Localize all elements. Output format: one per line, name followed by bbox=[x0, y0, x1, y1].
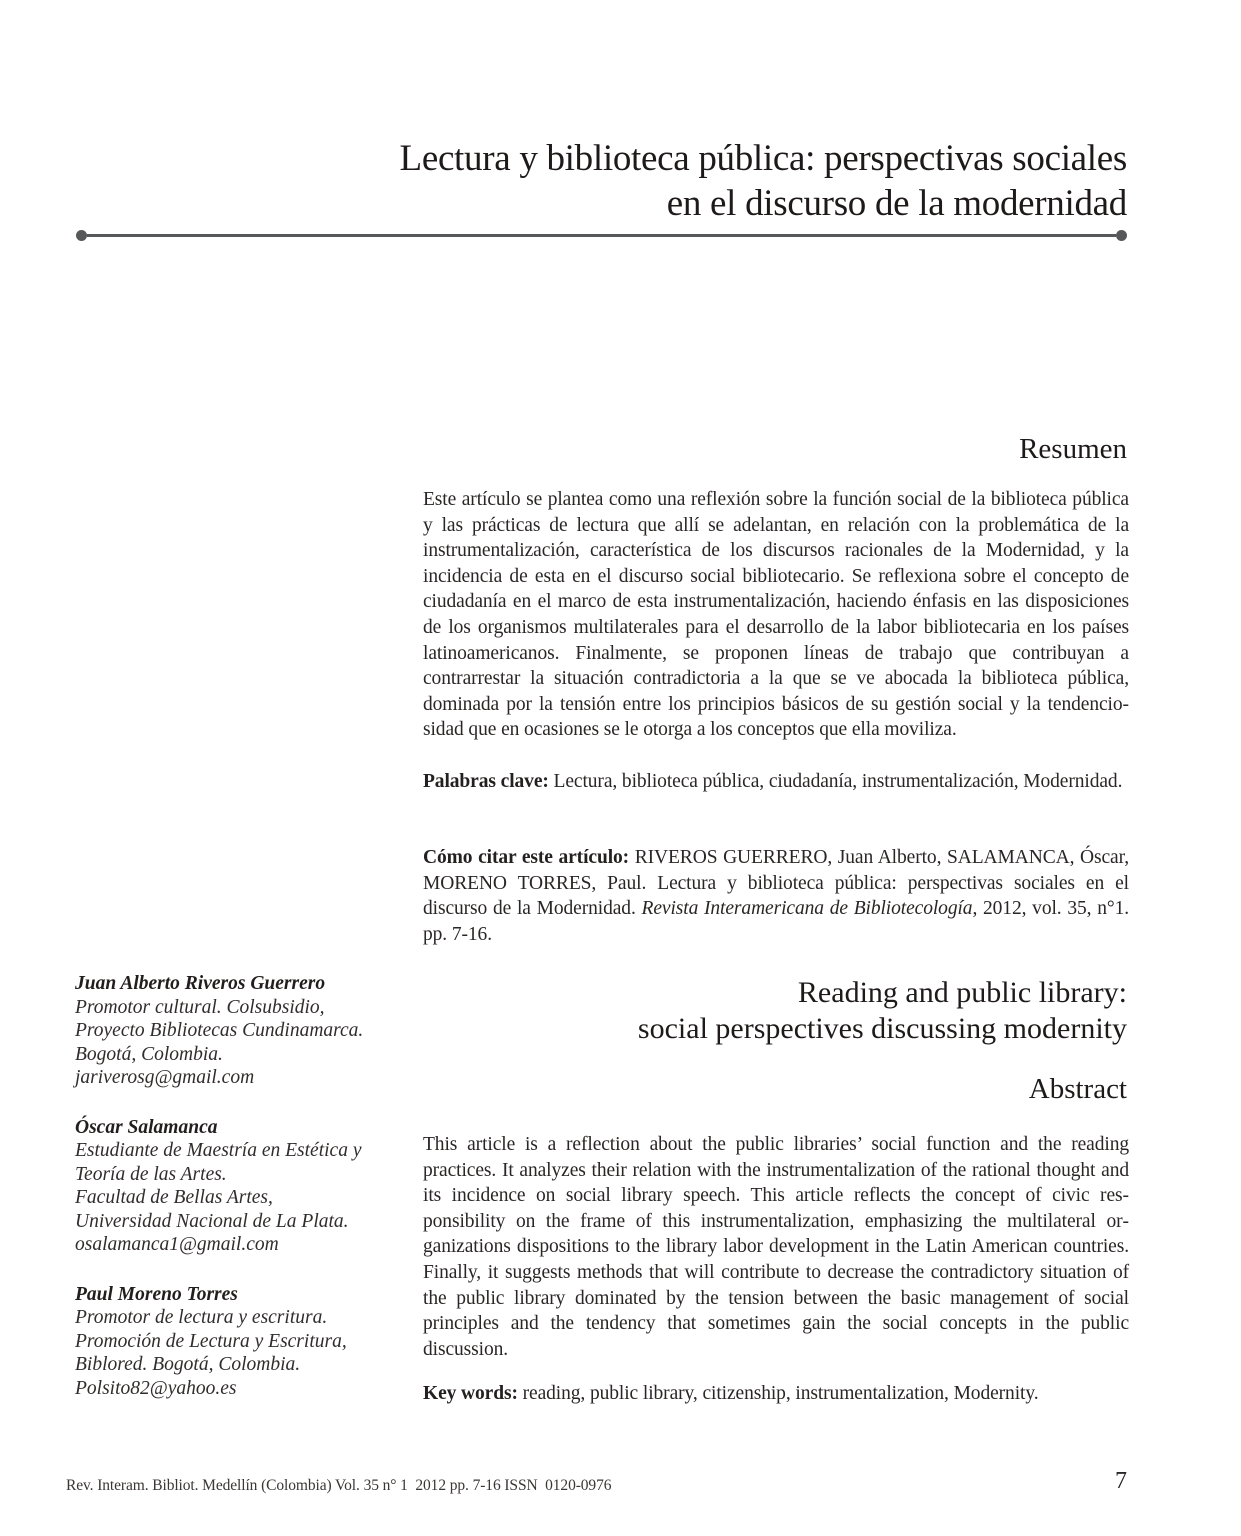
page-number: 7 bbox=[1115, 1468, 1127, 1494]
author-block bbox=[75, 1283, 415, 1401]
rule-line bbox=[87, 234, 1116, 237]
rule-left-dot-icon bbox=[76, 230, 87, 241]
abstract-heading: Abstract bbox=[1028, 1073, 1127, 1105]
rule-right-dot-icon bbox=[1116, 230, 1127, 241]
como-citar-journal: Revista Interamericana de Bibliotecología bbox=[641, 898, 973, 920]
author-name: Óscar Salamanca bbox=[75, 1116, 218, 1138]
author-affiliation-line: Promotor cultural. Colsubsidio, bbox=[75, 996, 325, 1018]
article-title-en bbox=[420, 975, 1127, 1047]
como-citar-label: Cómo citar este artículo: bbox=[423, 847, 630, 868]
article-title-en-line2: social perspectives discussing modernity bbox=[637, 1012, 1127, 1045]
author-name: Paul Moreno Torres bbox=[75, 1283, 238, 1305]
key-words-text: reading, public library, citizenship, instrumentalization, Modernity. bbox=[517, 1383, 1039, 1404]
resumen-heading: Resumen bbox=[1019, 433, 1127, 465]
author-email: Polsito82@yahoo.es bbox=[75, 1377, 237, 1399]
authors-sidebar bbox=[75, 972, 415, 1426]
article-title-es-line2: en el discurso de la modernidad bbox=[666, 183, 1127, 224]
author-block bbox=[75, 972, 415, 1090]
como-citar bbox=[423, 845, 1129, 947]
como-citar-text: RIVEROS GUERRERO, Juan Alberto, SALAMANCA, Óscar, MORENO TORRES, Paul. Lectura y biblioteca pública: perspectivas sociales en el discurso de la Modernidad. bbox=[423, 847, 1129, 920]
resumen-body: Este artículo se plantea como una reflexión sobre la función social de la biblioteca pública y las prácticas de lectura que allí se adelantan, en relación con la problemática de la instrumentalización, característica de los discursos racionales de la Modernidad, y la incidencia de esta en el discurso social bibliotecario. Se reflexiona sobre el concepto de ciudadanía en el marco de esta instrumentalización, haciendo énfasis en las disposiciones de los organismos multilaterales para el desarrollo de la labor bibliotecaria en los países latinoamericanos. Finalmente, se proponen líneas de trabajo que contribuyan a contrarrestar la situación contradictoria a la que se ve abocada la biblioteca pública, dominada por la tensión entre los principios básicos de su gestión social y la tendenciosidad que en ocasiones se le otorga a los conceptos que ella moviliza. bbox=[423, 489, 1129, 741]
author-name: Juan Alberto Riveros Guerrero bbox=[75, 973, 326, 994]
key-words bbox=[423, 1381, 1129, 1407]
author-block bbox=[75, 1116, 415, 1257]
author-affiliation-line: Facultad de Bellas Artes, bbox=[75, 1187, 273, 1208]
abstract-body: This article is a reflection about the public libraries’ social function and the reading practices. It analyzes their relation with the instrumentalization of the rational thought and its incidence on social library speech. This article reflects the concept of civic responsibility on the frame of this instrumentalization, emphasizing the multilateral organizations dispositions to the library labor development in the Latin American countries. Finally, it suggests methods that will contribute to decrease the contradictory situation of the public library dominated by the tension between the basic management of social principles and the tendency that sometimes gain the social concepts in the public discussion. bbox=[423, 1134, 1129, 1360]
author-email: osalamanca1@gmail.com bbox=[75, 1234, 279, 1255]
author-affiliation-line: Estudiante de Maestría en Estética y bbox=[75, 1140, 362, 1161]
palabras-clave-label: Palabras clave: bbox=[423, 771, 549, 792]
article-title-es bbox=[76, 136, 1127, 226]
title-block bbox=[76, 136, 1127, 226]
article-title-es-line1: Lectura y biblioteca pública: perspectivas sociales bbox=[399, 138, 1127, 179]
author-affiliation-line: Biblored. Bogotá, Colombia. bbox=[75, 1354, 301, 1375]
como-citar-suffix: , 2012, vol. 35, n°1. pp. 7-16. bbox=[423, 898, 1129, 945]
palabras-clave bbox=[423, 769, 1129, 795]
author-affiliation-line: Bogotá, Colombia. bbox=[75, 1043, 223, 1065]
author-email: jariverosg@gmail.com bbox=[75, 1067, 255, 1088]
article-title-en-line1: Reading and public library: bbox=[797, 976, 1127, 1009]
author-affiliation-line: Proyecto Bibliotecas Cundinamarca. bbox=[75, 1020, 364, 1041]
author-affiliation-line: Universidad Nacional de La Plata. bbox=[75, 1210, 349, 1232]
key-words-label: Key words: bbox=[423, 1383, 518, 1404]
author-affiliation-line: Teoría de las Artes. bbox=[75, 1163, 227, 1185]
author-affiliation-line: Promotor de lectura y escritura. bbox=[75, 1307, 328, 1328]
title-rule bbox=[76, 229, 1127, 241]
author-affiliation-line: Promoción de Lectura y Escritura, bbox=[75, 1330, 347, 1352]
palabras-clave-text: Lectura, biblioteca pública, ciudadanía, instrumentalización, Modernidad. bbox=[548, 771, 1123, 792]
journal-info: Rev. Interam. Bibliot. Medellín (Colombia) Vol. 35 n° 1 2012 pp. 7-16 ISSN 0120-0976 bbox=[66, 1477, 612, 1494]
